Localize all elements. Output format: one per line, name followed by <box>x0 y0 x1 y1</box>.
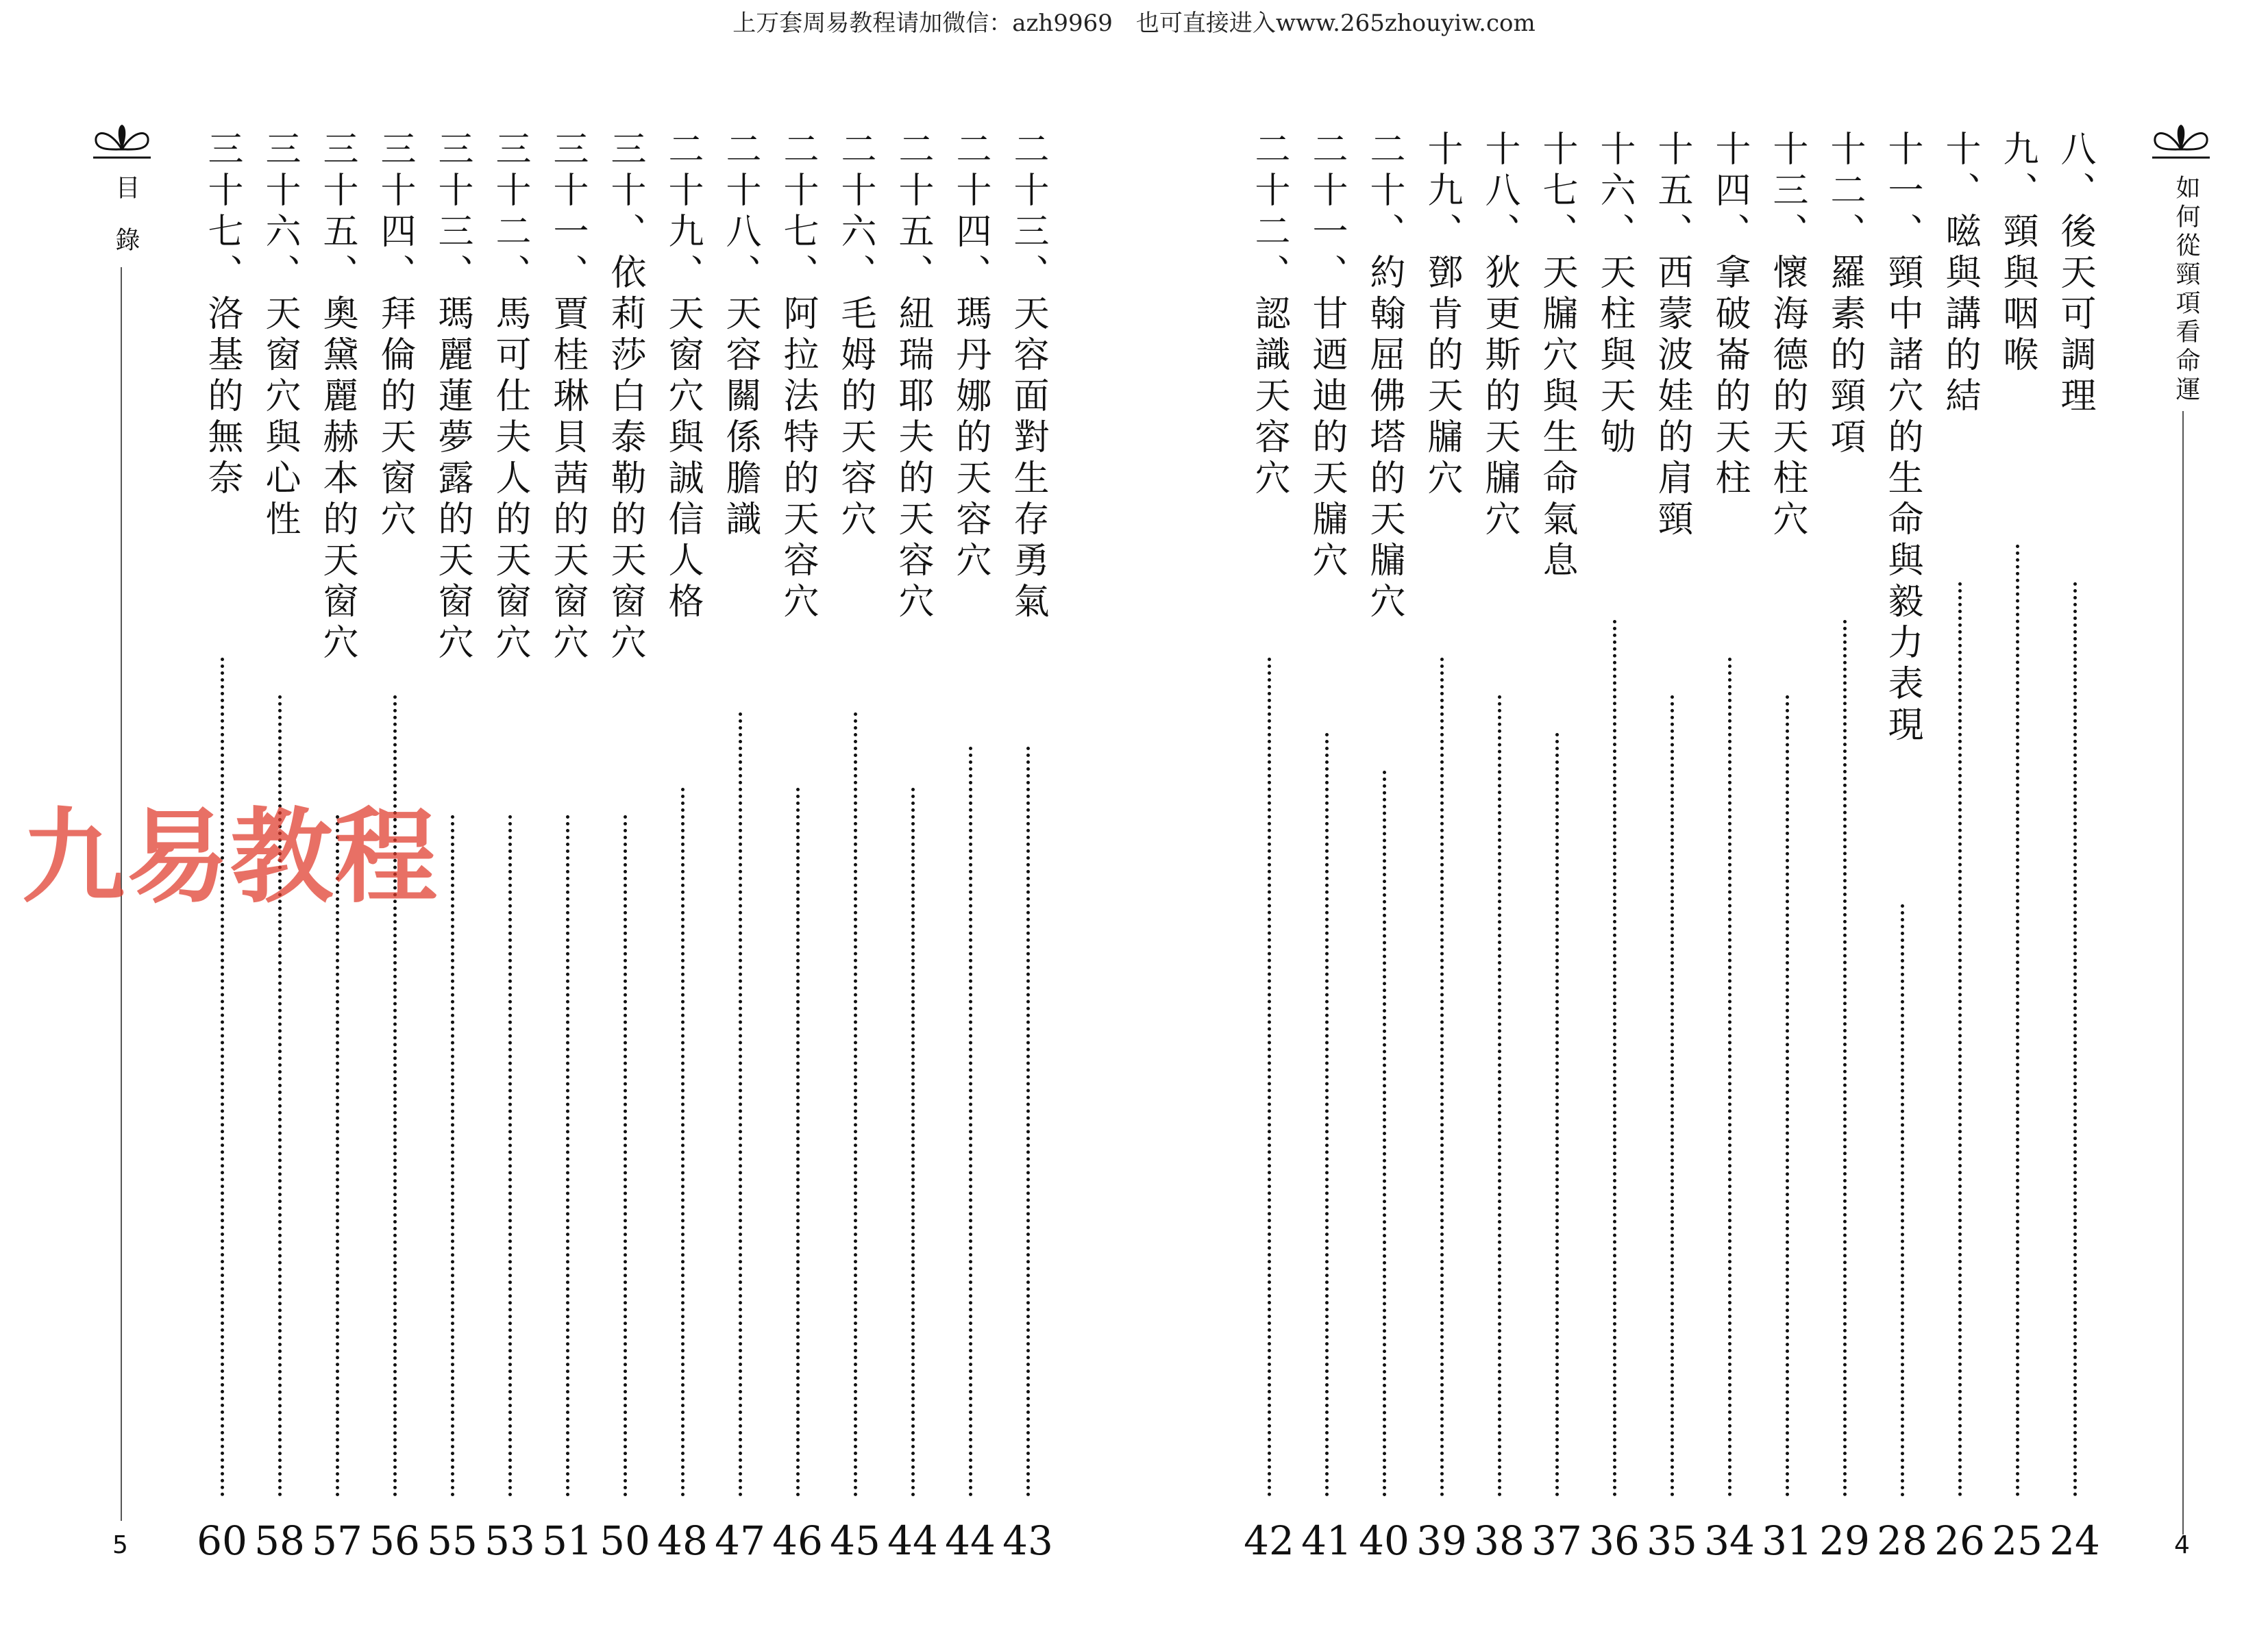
dot-leader <box>1498 695 1501 1497</box>
entry-title: 九、頸與咽喉 <box>1997 130 2038 377</box>
toc-entry[interactable] <box>999 130 1057 1582</box>
entry-page-number: 47 <box>715 1517 765 1564</box>
ornament-icon <box>2148 122 2214 163</box>
toc-entry[interactable] <box>1701 130 1758 1582</box>
entry-page-number: 41 <box>1301 1517 1352 1564</box>
entry-title: 十二、羅素的頸項 <box>1824 130 1865 459</box>
dot-leader <box>1383 771 1386 1497</box>
toc-entry[interactable] <box>884 130 941 1582</box>
toc-entry[interactable] <box>1470 130 1528 1582</box>
entry-page-number: 29 <box>1819 1517 1870 1564</box>
entry-page-number: 58 <box>254 1517 305 1564</box>
dot-leader <box>1440 658 1444 1497</box>
entry-title: 二十八、天容關係膽識 <box>719 130 761 541</box>
dot-leader <box>681 788 685 1497</box>
entry-page-number: 35 <box>1647 1517 1697 1564</box>
toc-entry[interactable] <box>1931 130 1988 1582</box>
dot-leader <box>854 712 857 1497</box>
entry-page-number: 38 <box>1474 1517 1525 1564</box>
entry-page-number: 53 <box>484 1517 535 1564</box>
toc-entry[interactable] <box>1240 130 1298 1582</box>
toc-entry[interactable] <box>1816 130 1873 1582</box>
header-banner: 上万套周易教程请加微信：azh9969 也可直接进入www.265zhouyiw.com <box>732 10 1536 37</box>
entry-page-number: 34 <box>1704 1517 1755 1564</box>
entry-title: 二十七、阿拉法特的天容穴 <box>777 130 818 623</box>
entry-title: 二十六、毛姆的天容穴 <box>835 130 876 541</box>
dot-leader <box>1026 747 1030 1497</box>
entry-title: 三十四、拜倫的天窗穴 <box>374 130 415 541</box>
entry-title: 二十九、天窗穴與誠信人格 <box>662 130 703 623</box>
dot-leader <box>508 815 512 1497</box>
entry-title: 三十七、洛基的無奈 <box>201 130 243 500</box>
toc-entry[interactable] <box>1758 130 1816 1582</box>
entry-page-number: 45 <box>830 1517 880 1564</box>
entry-page-number: 60 <box>197 1517 247 1564</box>
dot-leader <box>451 815 454 1497</box>
entry-page-number: 40 <box>1359 1517 1409 1564</box>
dot-leader <box>1555 733 1559 1497</box>
entry-title: 三十二、馬可仕夫人的天窗穴 <box>489 130 530 665</box>
entry-page-number: 43 <box>1002 1517 1053 1564</box>
dot-leader <box>1325 733 1329 1497</box>
entry-title: 二十、約翰屈佛塔的天牖穴 <box>1364 130 1405 623</box>
toc-entry[interactable] <box>1298 130 1355 1582</box>
toc-entry[interactable] <box>539 130 596 1582</box>
dot-leader <box>1958 582 1962 1497</box>
entry-page-number: 37 <box>1531 1517 1582 1564</box>
toc-entry[interactable] <box>1355 130 1413 1582</box>
side-title: 如何從頸項看命運 <box>2172 175 2200 405</box>
toc-entry[interactable] <box>769 130 826 1582</box>
dot-leader <box>1728 658 1731 1497</box>
entry-title: 十一、頸中諸穴的生命與毅力表現 <box>1882 130 1923 747</box>
entry-page-number: 57 <box>312 1517 362 1564</box>
entry-title: 二十二、認識天容穴 <box>1248 130 1290 500</box>
dot-leader <box>2073 582 2077 1497</box>
entry-title: 十四、拿破崙的天柱 <box>1709 130 1750 500</box>
toc-entry[interactable] <box>1873 130 1931 1582</box>
toc-entry[interactable] <box>941 130 999 1582</box>
entry-page-number: 28 <box>1877 1517 1927 1564</box>
entry-page-number: 31 <box>1762 1517 1812 1564</box>
entry-page-number: 39 <box>1416 1517 1467 1564</box>
toc-entry[interactable] <box>596 130 654 1582</box>
toc-entry[interactable] <box>1643 130 1701 1582</box>
entry-page-number: 56 <box>369 1517 420 1564</box>
entry-page-number: 51 <box>542 1517 593 1564</box>
right-page <box>1134 0 2268 1651</box>
dot-leader <box>796 788 800 1497</box>
ornament-icon <box>89 122 155 163</box>
entry-title: 二十一、甘迺迪的天牖穴 <box>1306 130 1347 582</box>
entry-page-number: 44 <box>945 1517 996 1564</box>
toc-entry[interactable] <box>2046 130 2104 1582</box>
dot-leader <box>566 815 569 1497</box>
entry-page-number: 26 <box>1934 1517 1985 1564</box>
entry-title: 十五、西蒙波娃的肩頸 <box>1651 130 1692 541</box>
dot-leader <box>624 815 627 1497</box>
entry-title: 二十三、天容面對生存勇氣 <box>1007 130 1048 623</box>
entry-title: 三十、依莉莎白泰勒的天窗穴 <box>604 130 645 665</box>
entry-page-number: 24 <box>2049 1517 2100 1564</box>
entry-page-number: 44 <box>887 1517 938 1564</box>
entry-title: 三十六、天窗穴與心性 <box>259 130 300 541</box>
dot-leader <box>2016 545 2019 1497</box>
entry-page-number: 50 <box>600 1517 650 1564</box>
entry-page-number: 42 <box>1244 1517 1294 1564</box>
toc-entry[interactable] <box>481 130 539 1582</box>
entry-title: 八、後天可調理 <box>2054 130 2095 418</box>
toc-entry[interactable] <box>1586 130 1643 1582</box>
dot-leader <box>739 712 742 1497</box>
entry-page-number: 46 <box>772 1517 823 1564</box>
entry-page-number: 48 <box>657 1517 708 1564</box>
entry-title: 三十一、賈桂琳貝茜的天窗穴 <box>547 130 588 665</box>
page-number: 5 <box>112 1531 128 1559</box>
dot-leader <box>969 747 972 1497</box>
dot-leader <box>1613 620 1616 1497</box>
watermark-stamp: 九易教程 <box>22 798 439 917</box>
entry-title: 十六、天柱與天劬 <box>1594 130 1635 459</box>
toc-entry[interactable] <box>1413 130 1470 1582</box>
entry-title: 十三、懷海德的天柱穴 <box>1766 130 1808 541</box>
side-title: 目錄 <box>112 175 140 279</box>
toc-entry[interactable] <box>711 130 769 1582</box>
entry-title: 十九、鄧肯的天牖穴 <box>1421 130 1462 500</box>
entry-title: 二十四、瑪丹娜的天容穴 <box>950 130 991 582</box>
dot-leader <box>1671 695 1674 1497</box>
entry-title: 三十三、瑪麗蓮夢露的天窗穴 <box>432 130 473 665</box>
entry-title: 十、嗞與講的結 <box>1939 130 1980 418</box>
page-number: 4 <box>2174 1531 2190 1559</box>
entry-page-number: 55 <box>427 1517 478 1564</box>
side-rule <box>2182 411 2184 1535</box>
toc-entry[interactable] <box>654 130 711 1582</box>
dot-leader <box>1843 620 1847 1497</box>
entry-title: 三十五、奧黛麗赫本的天窗穴 <box>317 130 358 665</box>
toc-entry[interactable] <box>826 130 884 1582</box>
dot-leader <box>1901 904 1904 1497</box>
entry-page-number: 25 <box>1992 1517 2043 1564</box>
dot-leader <box>1268 658 1271 1497</box>
toc-entry[interactable] <box>1988 130 2046 1582</box>
dot-leader <box>911 788 915 1497</box>
entry-page-number: 36 <box>1589 1517 1640 1564</box>
dot-leader <box>1786 695 1789 1497</box>
entry-title: 十七、天牖穴與生命氣息 <box>1536 130 1577 582</box>
entry-title: 十八、狄更斯的天牖穴 <box>1479 130 1520 541</box>
entry-title: 二十五、紐瑞耶夫的天容穴 <box>892 130 933 623</box>
toc-entry[interactable] <box>1528 130 1586 1582</box>
